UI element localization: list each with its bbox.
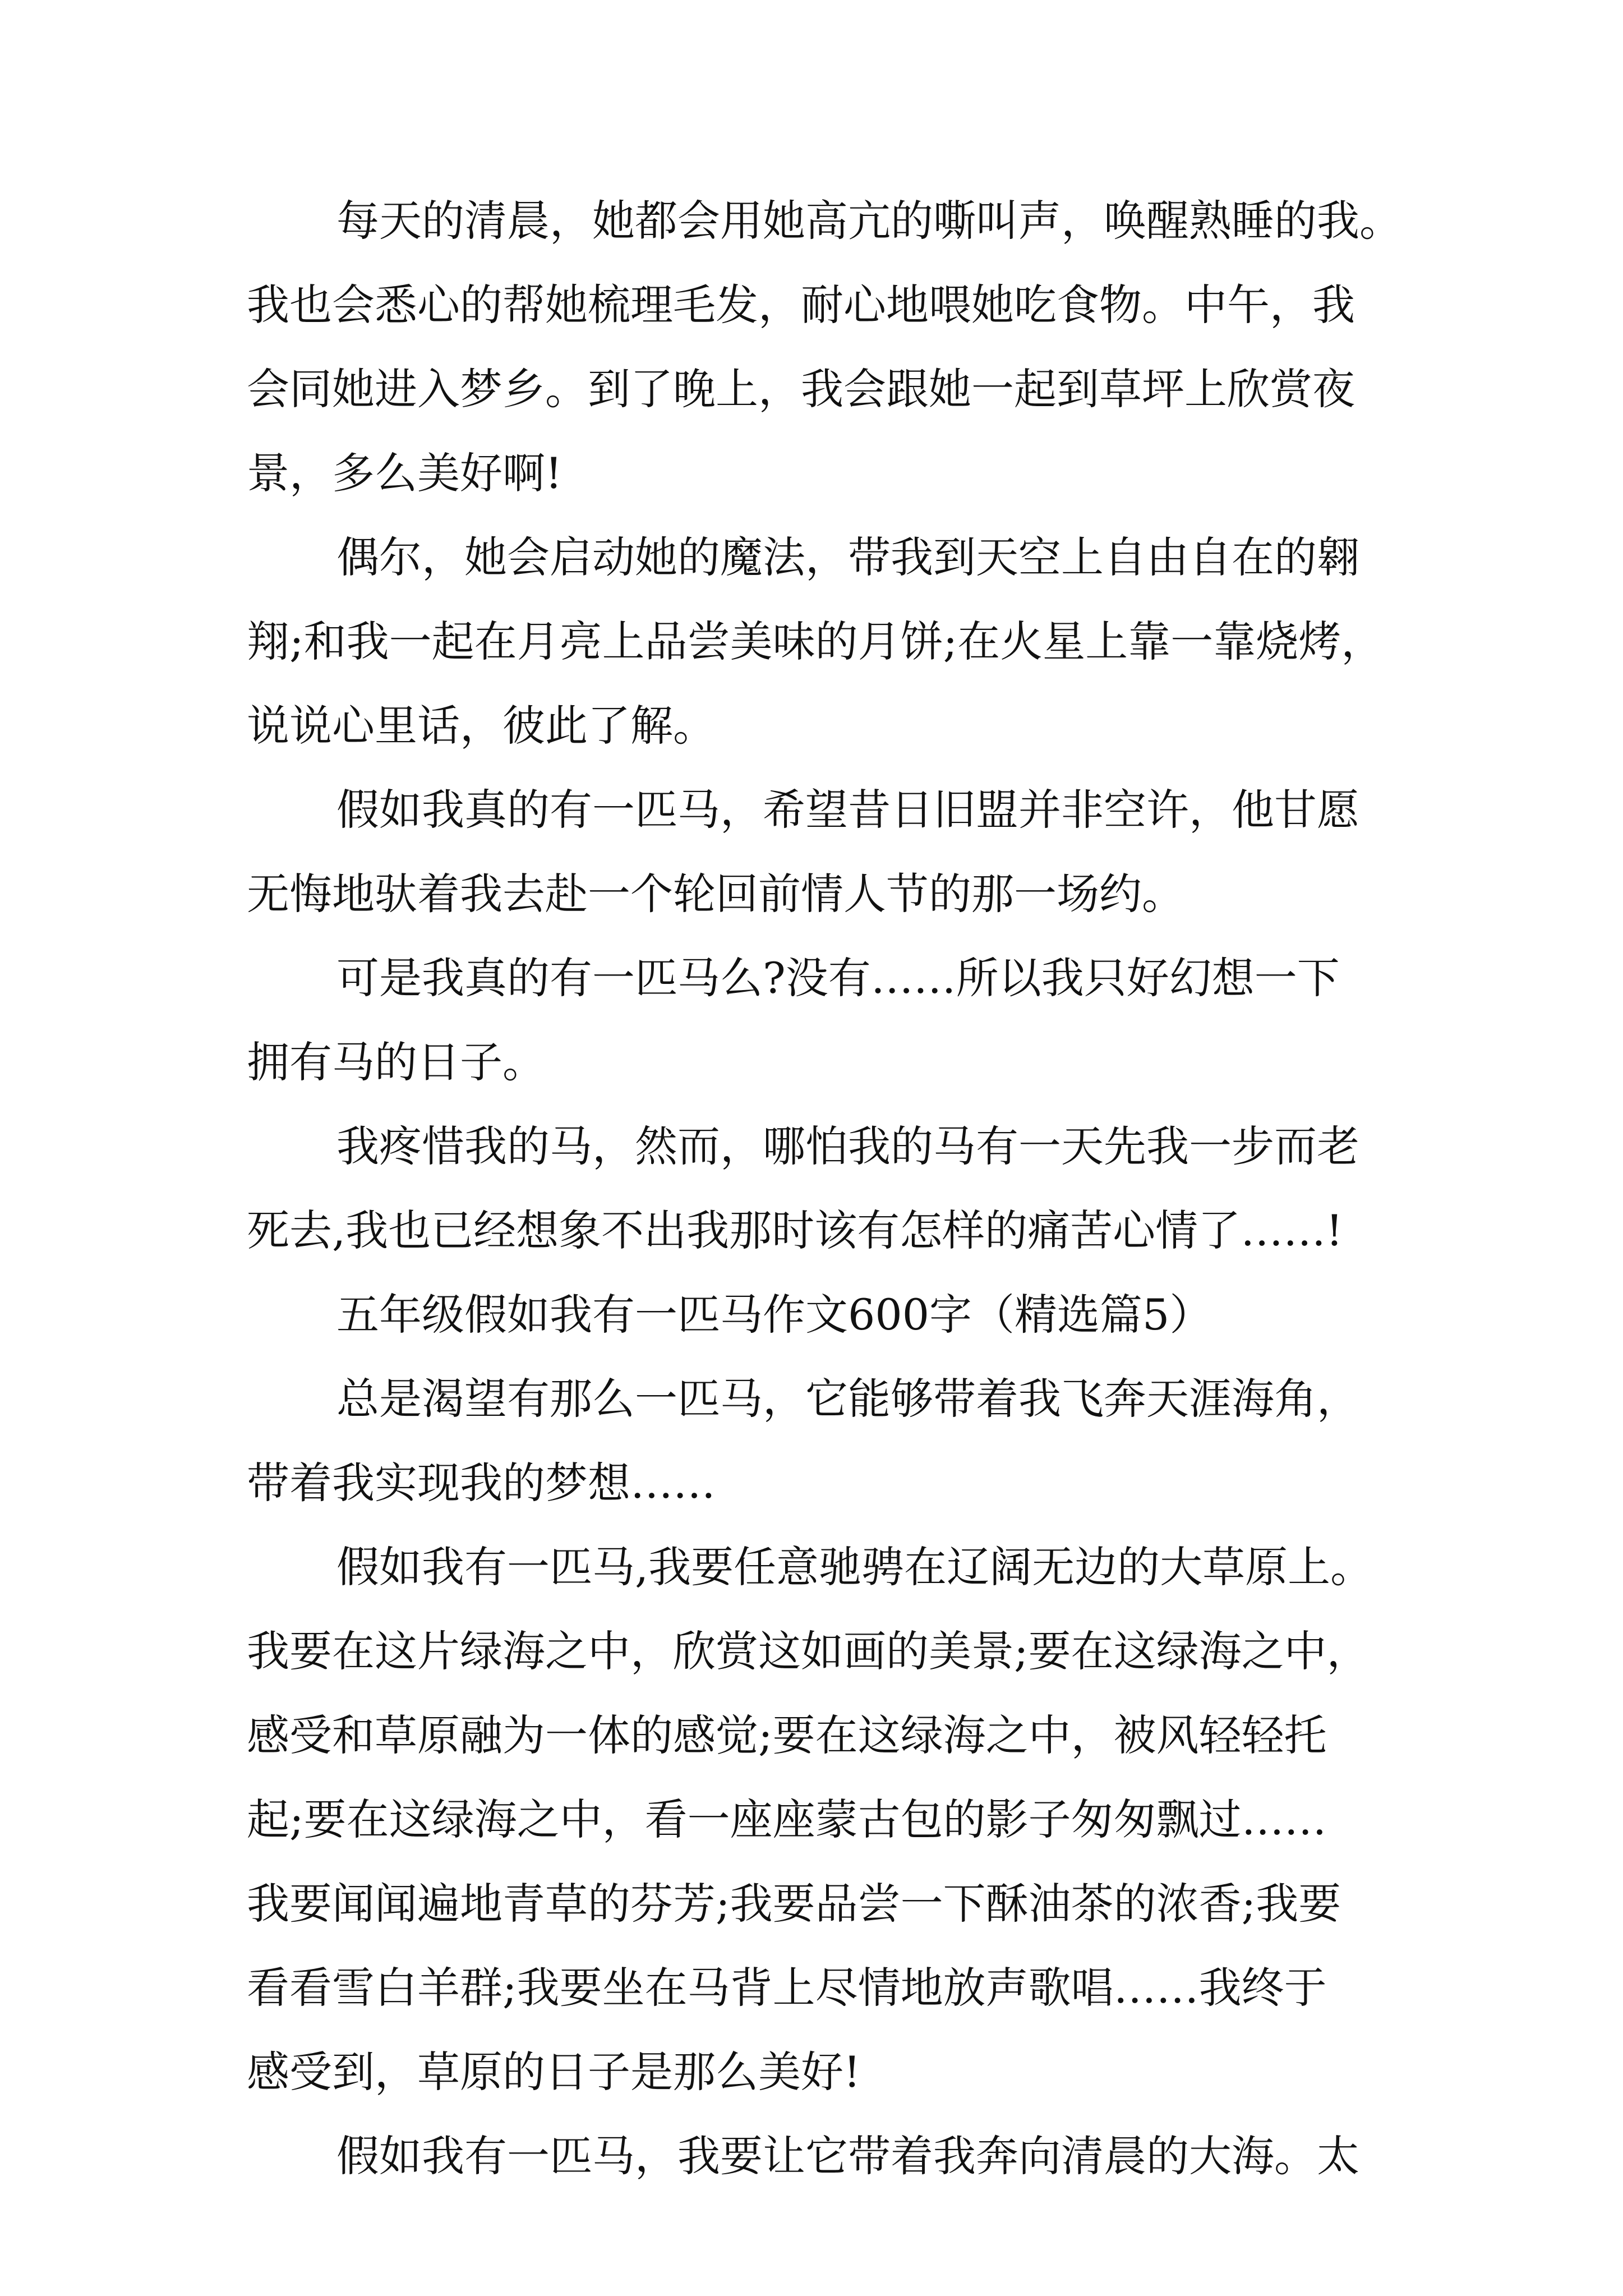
text-line: 可是我真的有一匹马么?没有……所以我只好幻想一下: [336, 953, 1340, 1003]
text-line: 每天的清晨，她都会用她高亢的嘶叫声，唤醒熟睡的我。: [336, 196, 1402, 246]
text-line: 死去,我也已经想象不出我那时该有怎样的痛苦心情了……!: [247, 1205, 1343, 1255]
text-line: 翔;和我一起在月亮上品尝美味的月饼;在火星上靠一靠烧烤，: [247, 616, 1384, 666]
text-line: 总是渴望有那么一匹马，它能够带着我飞奔天涯海角，: [336, 1374, 1359, 1424]
text-line: 假如我有一匹马，我要让它带着我奔向清晨的大海。太: [336, 2131, 1359, 2181]
text-line: 会同她进入梦乡。到了晚上，我会跟她一起到草坪上欣赏夜: [247, 364, 1355, 414]
text-line: 说说心里话，彼此了解。: [247, 701, 716, 751]
text-line: 假如我真的有一匹马，希望昔日旧盟并非空许，他甘愿: [336, 785, 1359, 835]
section-heading: 五年级假如我有一匹马作文600字（精选篇5）: [336, 1290, 1212, 1340]
text-line: 偶尔，她会启动她的魔法，带我到天空上自由自在的翱: [336, 532, 1359, 582]
text-line: 带着我实现我的梦想……: [247, 1458, 716, 1508]
text-line: 无悔地驮着我去赴一个轮回前情人节的那一场约。: [247, 869, 1184, 919]
text-line: 起;要在这绿海之中，看一座座蒙古包的影子匆匆飘过……: [247, 1795, 1327, 1844]
text-line: 我疼惜我的马，然而，哪怕我的马有一天先我一步而老: [336, 1121, 1359, 1171]
text-line: 景，多么美好啊!: [247, 448, 562, 498]
text-line: 感受和草原融为一体的感觉;要在这绿海之中，被风轻轻托: [247, 1710, 1327, 1760]
text-line: 拥有马的日子。: [247, 1037, 545, 1087]
text-line: 感受到，草原的日子是那么美好!: [247, 2047, 861, 2097]
text-line: 我要闻闻遍地青草的芬芳;我要品尝一下酥油茶的浓香;我要: [247, 1879, 1341, 1929]
text-line: 我要在这片绿海之中，欣赏这如画的美景;要在这绿海之中，: [247, 1626, 1370, 1676]
text-line: 看看雪白羊群;我要坐在马背上尽情地放声歌唱……我终于: [247, 1963, 1327, 2013]
text-line: 我也会悉心的帮她梳理毛发，耐心地喂她吃食物。中午，我: [247, 280, 1355, 330]
text-line: 假如我有一匹马,我要任意驰骋在辽阔无边的大草原上。: [336, 1542, 1373, 1592]
